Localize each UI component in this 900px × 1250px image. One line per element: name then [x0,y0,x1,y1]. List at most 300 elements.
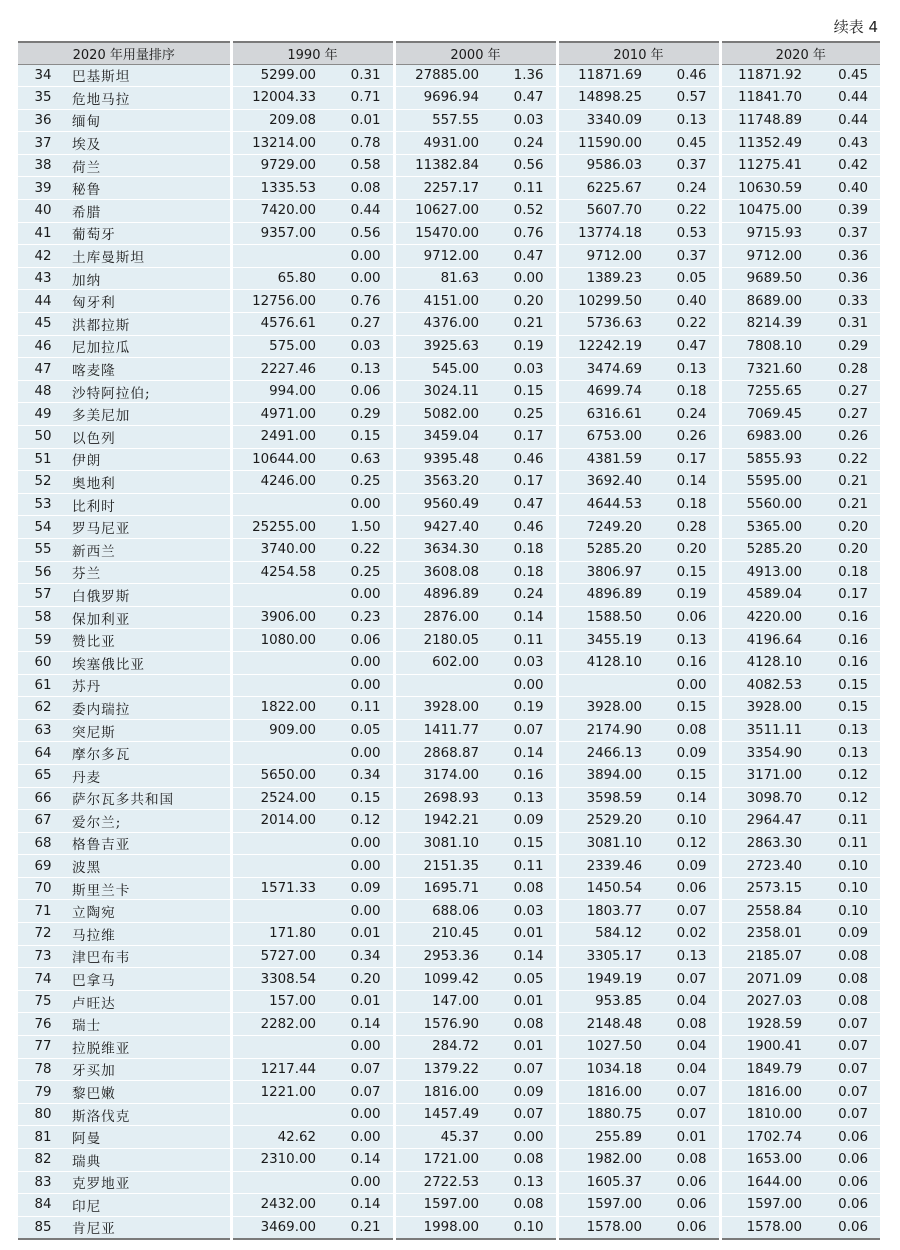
usage-2010-cell: 3806.97 [557,561,650,584]
rank-cell: 69 [18,855,68,878]
rank-cell: 46 [18,335,68,358]
rank-cell: 57 [18,584,68,607]
rank-cell: 42 [18,245,68,268]
share-1990-cell: 0.00 [324,267,394,290]
usage-2000-cell: 2868.87 [394,742,487,765]
share-1990-cell: 0.58 [324,154,394,177]
usage-2000-cell: 2722.53 [394,1171,487,1194]
usage-2010-cell: 1034.18 [557,1058,650,1081]
country-cell: 埃塞俄比亚 [68,651,231,674]
share-2000-cell: 0.08 [487,1149,557,1172]
usage-2000-cell: 9427.40 [394,516,487,539]
rank-cell: 58 [18,606,68,629]
country-cell: 印尼 [68,1194,231,1217]
share-2020-cell: 0.44 [810,109,880,132]
share-2010-cell: 0.08 [650,719,720,742]
usage-2000-cell: 9395.48 [394,448,487,471]
country-cell: 沙特阿拉伯; [68,380,231,403]
share-2010-cell: 0.22 [650,313,720,336]
table-row [18,719,880,742]
rank-cell: 49 [18,403,68,426]
usage-1990-cell [231,674,324,697]
country-cell: 巴基斯坦 [68,64,231,87]
share-1990-cell: 0.14 [324,1013,394,1036]
share-2010-cell: 0.18 [650,493,720,516]
share-2010-cell: 0.26 [650,426,720,449]
share-2010-cell: 0.06 [650,1216,720,1239]
share-2020-cell: 0.37 [810,222,880,245]
usage-2010-cell: 11871.69 [557,64,650,87]
rank-cell: 54 [18,516,68,539]
usage-2010-cell: 2339.46 [557,855,650,878]
share-2010-cell: 0.04 [650,1058,720,1081]
share-2010-cell: 0.19 [650,584,720,607]
share-2010-cell: 0.00 [650,674,720,697]
country-cell: 波黑 [68,855,231,878]
rank-cell: 36 [18,109,68,132]
share-1990-cell: 0.00 [324,1126,394,1149]
country-cell: 以色列 [68,426,231,449]
share-1990-cell: 0.12 [324,810,394,833]
usage-2010-cell: 2148.48 [557,1013,650,1036]
country-cell: 萨尔瓦多共和国 [68,787,231,810]
share-2010-cell: 0.15 [650,764,720,787]
country-cell: 立陶宛 [68,900,231,923]
usage-1990-cell: 2310.00 [231,1149,324,1172]
country-cell: 肯尼亚 [68,1216,231,1239]
share-2020-cell: 0.18 [810,561,880,584]
table-row [18,742,880,765]
country-cell: 喀麦隆 [68,358,231,381]
share-2020-cell: 0.27 [810,403,880,426]
rank-cell: 68 [18,832,68,855]
country-cell: 苏丹 [68,674,231,697]
table-row [18,606,880,629]
country-cell: 伊朗 [68,448,231,471]
usage-2010-cell: 4896.89 [557,584,650,607]
share-1990-cell: 0.00 [324,832,394,855]
rank-cell: 34 [18,64,68,87]
usage-2000-cell: 9712.00 [394,245,487,268]
table-row [18,1171,880,1194]
share-2000-cell: 0.13 [487,787,557,810]
usage-2020-cell: 9715.93 [720,222,810,245]
usage-2020-cell: 8689.00 [720,290,810,313]
usage-2020-cell: 1702.74 [720,1126,810,1149]
rank-cell: 44 [18,290,68,313]
usage-2020-cell: 4128.10 [720,651,810,674]
share-2010-cell: 0.18 [650,380,720,403]
share-2010-cell: 0.04 [650,990,720,1013]
usage-2020-cell: 3098.70 [720,787,810,810]
usage-1990-cell [231,900,324,923]
share-1990-cell: 0.00 [324,1103,394,1126]
usage-1990-cell: 2432.00 [231,1194,324,1217]
usage-2010-cell: 4128.10 [557,651,650,674]
country-cell: 埃及 [68,132,231,155]
share-2020-cell: 0.21 [810,493,880,516]
rank-cell: 83 [18,1171,68,1194]
country-cell: 新西兰 [68,538,231,561]
share-1990-cell: 0.63 [324,448,394,471]
rank-cell: 66 [18,787,68,810]
usage-2000-cell: 2953.36 [394,945,487,968]
usage-1990-cell [231,584,324,607]
share-1990-cell: 0.29 [324,403,394,426]
share-2010-cell: 0.06 [650,606,720,629]
share-2000-cell: 0.08 [487,1194,557,1217]
usage-1990-cell: 5650.00 [231,764,324,787]
usage-1990-cell: 5727.00 [231,945,324,968]
rank-cell: 53 [18,493,68,516]
country-cell: 土库曼斯坦 [68,245,231,268]
table-row [18,109,880,132]
usage-2000-cell: 3608.08 [394,561,487,584]
usage-2000-cell: 2698.93 [394,787,487,810]
share-1990-cell: 0.01 [324,923,394,946]
usage-1990-cell: 65.80 [231,267,324,290]
usage-2010-cell: 6225.67 [557,177,650,200]
usage-1990-cell [231,1171,324,1194]
table-row [18,358,880,381]
share-2010-cell: 0.01 [650,1126,720,1149]
usage-1990-cell: 157.00 [231,990,324,1013]
rank-cell: 43 [18,267,68,290]
rank-cell: 52 [18,471,68,494]
table-row [18,1194,880,1217]
country-cell: 希腊 [68,200,231,223]
usage-2000-cell: 1721.00 [394,1149,487,1172]
share-2010-cell: 0.02 [650,923,720,946]
share-2000-cell: 0.20 [487,290,557,313]
share-2020-cell: 0.07 [810,1081,880,1104]
share-2010-cell: 0.09 [650,855,720,878]
country-cell: 洪都拉斯 [68,313,231,336]
share-2000-cell: 0.47 [487,245,557,268]
share-1990-cell: 0.00 [324,855,394,878]
share-1990-cell: 0.71 [324,87,394,110]
rank-cell: 84 [18,1194,68,1217]
share-2000-cell: 0.14 [487,606,557,629]
country-cell: 瑞士 [68,1013,231,1036]
usage-2000-cell: 3928.00 [394,697,487,720]
rank-cell: 71 [18,900,68,923]
share-2020-cell: 0.42 [810,154,880,177]
share-2000-cell: 0.11 [487,855,557,878]
country-cell: 荷兰 [68,154,231,177]
share-2020-cell: 0.43 [810,132,880,155]
usage-2020-cell: 10630.59 [720,177,810,200]
usage-2000-cell: 2257.17 [394,177,487,200]
share-2000-cell: 0.18 [487,561,557,584]
usage-2000-cell: 1457.49 [394,1103,487,1126]
table-row [18,1013,880,1036]
usage-2000-cell: 11382.84 [394,154,487,177]
share-1990-cell: 0.00 [324,1036,394,1059]
rank-cell: 35 [18,87,68,110]
share-2010-cell: 0.13 [650,945,720,968]
usage-2010-cell: 7249.20 [557,516,650,539]
country-cell: 牙买加 [68,1058,231,1081]
country-cell: 尼加拉瓜 [68,335,231,358]
rank-cell: 38 [18,154,68,177]
usage-1990-cell: 171.80 [231,923,324,946]
table-row [18,1103,880,1126]
usage-1990-cell: 1221.00 [231,1081,324,1104]
share-2020-cell: 0.15 [810,674,880,697]
country-cell: 芬兰 [68,561,231,584]
share-2000-cell: 0.13 [487,1171,557,1194]
rank-cell: 73 [18,945,68,968]
usage-1990-cell: 2227.46 [231,358,324,381]
usage-1990-cell [231,493,324,516]
usage-2020-cell: 5855.93 [720,448,810,471]
usage-2020-cell: 7321.60 [720,358,810,381]
usage-2010-cell: 2466.13 [557,742,650,765]
rank-cell: 79 [18,1081,68,1104]
usage-2020-cell: 11748.89 [720,109,810,132]
usage-2020-cell: 5365.00 [720,516,810,539]
share-2010-cell: 0.53 [650,222,720,245]
table-row [18,561,880,584]
table-row [18,697,880,720]
share-2020-cell: 0.12 [810,787,880,810]
share-1990-cell: 0.78 [324,132,394,155]
usage-2010-cell: 1880.75 [557,1103,650,1126]
country-cell: 黎巴嫩 [68,1081,231,1104]
usage-1990-cell [231,245,324,268]
share-2000-cell: 0.16 [487,764,557,787]
share-2010-cell: 0.08 [650,1149,720,1172]
share-2000-cell: 0.00 [487,267,557,290]
table-row [18,290,880,313]
table-row [18,403,880,426]
share-2020-cell: 0.11 [810,832,880,855]
usage-1990-cell: 1822.00 [231,697,324,720]
usage-2010-cell: 1389.23 [557,267,650,290]
country-cell: 摩尔多瓦 [68,742,231,765]
usage-1990-cell: 1571.33 [231,877,324,900]
table-row [18,1126,880,1149]
share-2000-cell: 0.11 [487,177,557,200]
usage-2000-cell: 1695.71 [394,877,487,900]
usage-2010-cell: 3455.19 [557,629,650,652]
table-row [18,64,880,87]
usage-2010-cell: 3928.00 [557,697,650,720]
share-2000-cell: 0.08 [487,1013,557,1036]
usage-2000-cell: 2876.00 [394,606,487,629]
rank-cell: 47 [18,358,68,381]
rank-cell: 41 [18,222,68,245]
usage-2010-cell [557,674,650,697]
usage-2010-cell: 4699.74 [557,380,650,403]
table-row [18,132,880,155]
share-1990-cell: 0.08 [324,177,394,200]
country-cell: 丹麦 [68,764,231,787]
usage-2000-cell: 688.06 [394,900,487,923]
share-2010-cell: 0.24 [650,403,720,426]
share-2000-cell: 0.03 [487,651,557,674]
share-2010-cell: 0.13 [650,109,720,132]
table-header [18,42,880,64]
rank-cell: 62 [18,697,68,720]
table-row [18,651,880,674]
usage-1990-cell: 2524.00 [231,787,324,810]
usage-1990-cell [231,1103,324,1126]
table-row [18,177,880,200]
share-1990-cell: 0.01 [324,109,394,132]
rank-cell: 74 [18,968,68,991]
usage-2000-cell: 3634.30 [394,538,487,561]
usage-2000-cell: 1998.00 [394,1216,487,1239]
country-cell: 斯洛伐克 [68,1103,231,1126]
share-2000-cell: 0.25 [487,403,557,426]
rank-cell: 70 [18,877,68,900]
share-2010-cell: 0.07 [650,1103,720,1126]
share-2000-cell: 0.15 [487,832,557,855]
share-2000-cell: 0.46 [487,516,557,539]
usage-2000-cell: 15470.00 [394,222,487,245]
rank-cell: 77 [18,1036,68,1059]
share-2010-cell: 0.13 [650,358,720,381]
table-row [18,245,880,268]
share-1990-cell: 0.03 [324,335,394,358]
usage-2020-cell: 3354.90 [720,742,810,765]
usage-2010-cell: 14898.25 [557,87,650,110]
usage-2010-cell: 6316.61 [557,403,650,426]
usage-2000-cell: 4151.00 [394,290,487,313]
share-2020-cell: 0.16 [810,629,880,652]
usage-2000-cell: 2180.05 [394,629,487,652]
rank-cell: 55 [18,538,68,561]
usage-2020-cell: 1849.79 [720,1058,810,1081]
usage-2020-cell: 2558.84 [720,900,810,923]
usage-2010-cell: 3598.59 [557,787,650,810]
usage-1990-cell: 209.08 [231,109,324,132]
header-2020: 2020 年 [720,42,880,64]
country-cell: 卢旺达 [68,990,231,1013]
share-2000-cell: 0.09 [487,810,557,833]
share-1990-cell: 0.23 [324,606,394,629]
usage-2000-cell: 557.55 [394,109,487,132]
usage-2020-cell: 5285.20 [720,538,810,561]
usage-2020-cell: 3171.00 [720,764,810,787]
country-cell: 突尼斯 [68,719,231,742]
share-2020-cell: 0.31 [810,313,880,336]
country-cell: 比利时 [68,493,231,516]
share-2010-cell: 0.28 [650,516,720,539]
rank-cell: 76 [18,1013,68,1036]
usage-1990-cell: 3906.00 [231,606,324,629]
share-2010-cell: 0.20 [650,538,720,561]
share-2010-cell: 0.06 [650,1194,720,1217]
share-2020-cell: 0.44 [810,87,880,110]
share-1990-cell: 0.00 [324,742,394,765]
share-2010-cell: 0.04 [650,1036,720,1059]
usage-2000-cell: 1099.42 [394,968,487,991]
share-2000-cell: 0.24 [487,132,557,155]
table-row [18,787,880,810]
table-row [18,764,880,787]
usage-2010-cell: 4644.53 [557,493,650,516]
usage-2020-cell: 4220.00 [720,606,810,629]
usage-2000-cell: 1597.00 [394,1194,487,1217]
share-1990-cell: 0.21 [324,1216,394,1239]
rank-cell: 81 [18,1126,68,1149]
share-1990-cell: 0.27 [324,313,394,336]
share-1990-cell: 0.15 [324,426,394,449]
table-row [18,923,880,946]
share-2010-cell: 0.57 [650,87,720,110]
usage-2000-cell: 2151.35 [394,855,487,878]
share-2010-cell: 0.37 [650,154,720,177]
country-cell: 罗马尼亚 [68,516,231,539]
usage-2010-cell: 3894.00 [557,764,650,787]
rank-cell: 39 [18,177,68,200]
usage-2020-cell: 9712.00 [720,245,810,268]
table-continuation-caption: 续表 4 [833,18,878,36]
usage-2010-cell: 1027.50 [557,1036,650,1059]
rank-cell: 72 [18,923,68,946]
usage-2020-cell: 2573.15 [720,877,810,900]
share-2020-cell: 0.15 [810,697,880,720]
share-2020-cell: 0.10 [810,877,880,900]
share-2010-cell: 0.17 [650,448,720,471]
usage-2000-cell: 81.63 [394,267,487,290]
share-2010-cell: 0.09 [650,742,720,765]
share-2000-cell: 0.76 [487,222,557,245]
usage-2010-cell: 3305.17 [557,945,650,968]
share-2010-cell: 0.40 [650,290,720,313]
share-2000-cell: 0.15 [487,380,557,403]
share-1990-cell: 0.25 [324,561,394,584]
usage-2020-cell: 11352.49 [720,132,810,155]
share-2020-cell: 0.10 [810,900,880,923]
share-2020-cell: 0.17 [810,584,880,607]
share-2020-cell: 0.06 [810,1194,880,1217]
share-2020-cell: 0.09 [810,923,880,946]
usage-1990-cell: 4254.58 [231,561,324,584]
share-2010-cell: 0.08 [650,1013,720,1036]
share-2010-cell: 0.05 [650,267,720,290]
share-2000-cell: 1.36 [487,64,557,87]
share-2000-cell: 0.03 [487,358,557,381]
usage-2010-cell: 1578.00 [557,1216,650,1239]
share-2010-cell: 0.15 [650,697,720,720]
usage-2010-cell: 584.12 [557,923,650,946]
share-2020-cell: 0.39 [810,200,880,223]
table-row [18,674,880,697]
header-1990: 1990 年 [231,42,394,64]
usage-2000-cell: 210.45 [394,923,487,946]
rank-cell: 65 [18,764,68,787]
rank-cell: 82 [18,1149,68,1172]
country-cell: 巴拿马 [68,968,231,991]
usage-2000-cell: 1379.22 [394,1058,487,1081]
usage-2010-cell: 3340.09 [557,109,650,132]
share-2010-cell: 0.07 [650,900,720,923]
share-2000-cell: 0.17 [487,471,557,494]
usage-2020-cell: 2863.30 [720,832,810,855]
usage-1990-cell: 994.00 [231,380,324,403]
usage-1990-cell: 1080.00 [231,629,324,652]
usage-1990-cell: 12756.00 [231,290,324,313]
usage-2000-cell [394,674,487,697]
usage-2010-cell: 1605.37 [557,1171,650,1194]
usage-2020-cell: 7255.65 [720,380,810,403]
usage-2020-cell: 7808.10 [720,335,810,358]
share-2010-cell: 0.14 [650,787,720,810]
